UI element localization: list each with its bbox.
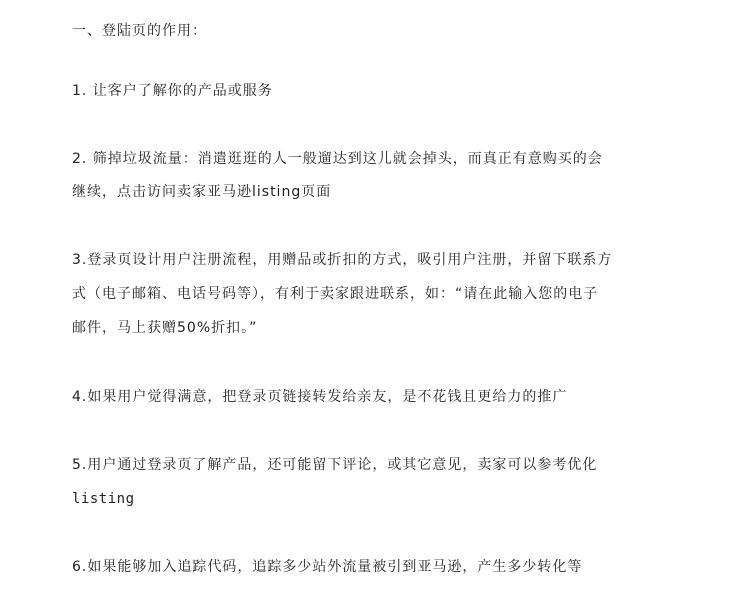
list-item-3-line-3: 邮件，马上获赠50%折扣。” <box>72 320 258 336</box>
list-item-3-line-1: 3.登录页设计用户注册流程，用赠品或折扣的方式，吸引用户注册，并留下联系方 <box>72 252 613 268</box>
list-item-1-line-1: 1. 让客户了解你的产品或服务 <box>72 83 273 99</box>
list-item-2-line-1: 2. 筛掉垃圾流量：消遣逛逛的人一般遛达到这儿就会掉头，而真正有意购买的会 <box>72 151 603 167</box>
list-item-2-line-2: 继续，点击访问卖家亚马逊listing页面 <box>72 184 332 200</box>
section-heading: 一、登陆页的作用： <box>72 23 207 39</box>
list-item-3-line-2: 式（电子邮箱、电话号码等），有利于卖家跟进联系，如：“请在此输入您的电子 <box>72 286 599 302</box>
list-item-5-line-2: listing <box>72 491 135 507</box>
list-item-4-line-1: 4.如果用户觉得满意，把登录页链接转发给亲友，是不花钱且更给力的推广 <box>72 389 568 405</box>
list-item-5-line-1: 5.用户通过登录页了解产品，还可能留下评论，或其它意见，卖家可以参考优化 <box>72 457 598 473</box>
list-item-6-line-1: 6.如果能够加入追踪代码，追踪多少站外流量被引到亚马逊，产生多少转化等 <box>72 559 583 575</box>
